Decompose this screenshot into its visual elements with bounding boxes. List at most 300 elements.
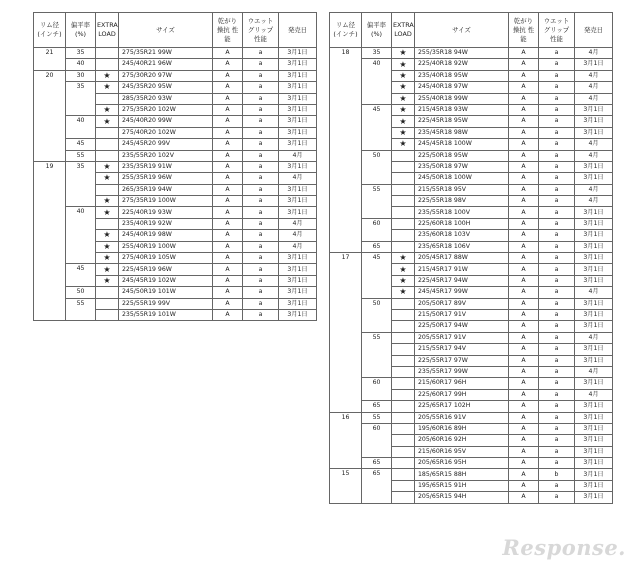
cell-extra-load: ★ [392,70,415,81]
cell-size: 225/60R18 100H [415,218,509,229]
cell-release-date: 3月1日 [575,253,613,264]
tire-spec-table-left [33,12,317,321]
cell-dry-handling: A [509,184,539,195]
cell-extra-load: ★ [392,287,415,298]
cell-extra-load [392,230,415,241]
table-row [330,378,613,389]
cell-extra-load: ★ [96,70,119,81]
table-row [34,48,317,59]
cell-dry-handling: A [213,127,243,138]
cell-release-date: 4月 [279,230,317,241]
cell-size: 235/40R19 92W [119,218,213,229]
cell-release-date: 4月 [575,287,613,298]
cell-extra-load [392,321,415,332]
table-row [330,104,613,115]
cell-dry-handling: A [509,70,539,81]
cell-release-date: 3月1日 [575,423,613,434]
cell-release-date: 3月1日 [279,161,317,172]
cell-extra-load [96,298,119,309]
header-wet-grip: ウエット グリップ 性能 [539,13,575,48]
cell-extra-load: ★ [392,139,415,150]
cell-release-date: 4月 [575,389,613,400]
cell-release-date: 3月1日 [575,435,613,446]
cell-release-date: 4月 [279,150,317,161]
cell-extra-load [96,287,119,298]
cell-dry-handling: A [509,298,539,309]
cell-dry-handling: A [509,309,539,320]
cell-dry-handling: A [509,116,539,127]
cell-release-date: 3月1日 [575,218,613,229]
table-row [34,298,317,309]
cell-wet-grip: a [539,70,575,81]
cell-wet-grip: a [243,127,279,138]
cell-dry-handling: A [509,139,539,150]
cell-extra-load [392,332,415,343]
header-rim-diameter: リム径 (インチ) [34,13,66,48]
cell-dry-handling: A [213,184,243,195]
cell-dry-handling: A [213,139,243,150]
table-row [330,253,613,264]
cell-release-date: 3月1日 [575,446,613,457]
cell-release-date: 3月1日 [575,241,613,252]
cell-rim-diameter: 18 [330,48,362,253]
cell-wet-grip: a [243,241,279,252]
cell-aspect-ratio: 45 [66,139,96,150]
cell-release-date: 3月1日 [575,230,613,241]
table-row [330,218,613,229]
cell-release-date: 4月 [575,48,613,59]
cell-extra-load: ★ [96,275,119,286]
cell-release-date: 3月1日 [575,480,613,491]
cell-dry-handling: A [509,173,539,184]
cell-size: 225/55R17 97W [415,355,509,366]
cell-size: 275/30R20 97W [119,70,213,81]
cell-aspect-ratio: 45 [362,253,392,299]
cell-extra-load [392,241,415,252]
cell-aspect-ratio: 30 [66,70,96,81]
cell-extra-load [96,309,119,320]
cell-dry-handling: A [213,253,243,264]
cell-aspect-ratio: 55 [66,298,96,321]
cell-release-date: 4月 [575,139,613,150]
cell-release-date: 3月1日 [575,469,613,480]
cell-wet-grip: a [539,59,575,70]
cell-release-date: 3月1日 [279,48,317,59]
cell-release-date: 3月1日 [575,207,613,218]
table-row [330,412,613,423]
cell-wet-grip: a [539,366,575,377]
cell-aspect-ratio: 50 [362,150,392,184]
cell-wet-grip: a [243,150,279,161]
cell-release-date: 3月1日 [279,275,317,286]
cell-wet-grip: a [539,218,575,229]
cell-aspect-ratio: 35 [66,48,96,59]
table-row [34,287,317,298]
table-row [330,48,613,59]
cell-release-date: 3月1日 [575,59,613,70]
cell-dry-handling: A [509,253,539,264]
cell-wet-grip: a [539,423,575,434]
cell-extra-load [392,196,415,207]
cell-release-date: 3月1日 [279,207,317,218]
header-aspect-ratio: 偏平率 (%) [362,13,392,48]
cell-extra-load: ★ [392,116,415,127]
cell-size: 215/60R16 95V [415,446,509,457]
cell-rim-diameter: 21 [34,48,66,71]
cell-dry-handling: A [509,469,539,480]
cell-size: 225/45R17 94W [415,275,509,286]
cell-release-date: 4月 [575,70,613,81]
cell-wet-grip: a [243,184,279,195]
cell-dry-handling: A [213,275,243,286]
cell-size: 225/50R18 95W [415,150,509,161]
cell-size: 245/40R19 98W [119,230,213,241]
cell-size: 235/55R19 101W [119,309,213,320]
table-row [330,150,613,161]
header-row [34,13,317,48]
table-row [34,70,317,81]
cell-extra-load [392,344,415,355]
cell-wet-grip: a [539,275,575,286]
header-size: サイズ [119,13,213,48]
cell-aspect-ratio: 60 [362,423,392,457]
cell-dry-handling: A [509,48,539,59]
cell-size: 275/35R20 102W [119,104,213,115]
cell-aspect-ratio: 35 [66,161,96,207]
cell-release-date: 3月1日 [279,104,317,115]
cell-dry-handling: A [213,161,243,172]
cell-size: 205/60R16 92H [415,435,509,446]
cell-wet-grip: a [243,264,279,275]
header-dry-handling: 乾がり 操抗 性能 [213,13,243,48]
cell-wet-grip: a [539,48,575,59]
cell-dry-handling: A [213,218,243,229]
cell-extra-load [392,161,415,172]
cell-wet-grip: a [243,59,279,70]
cell-wet-grip: a [539,389,575,400]
cell-dry-handling: A [509,93,539,104]
table-row [34,207,317,218]
cell-size: 275/40R19 105W [119,253,213,264]
cell-size: 225/55R19 99V [119,298,213,309]
header-wet-grip: ウエット グリップ 性能 [243,13,279,48]
cell-dry-handling: A [509,366,539,377]
cell-dry-handling: A [509,492,539,503]
cell-dry-handling: A [509,480,539,491]
cell-dry-handling: A [213,207,243,218]
cell-release-date: 3月1日 [279,264,317,275]
cell-dry-handling: A [509,207,539,218]
cell-wet-grip: a [243,48,279,59]
cell-size: 235/40R18 95W [415,70,509,81]
table-row [330,59,613,70]
cell-size: 245/40R18 97W [415,82,509,93]
cell-size: 245/45R17 99W [415,287,509,298]
cell-dry-handling: A [509,423,539,434]
cell-dry-handling: A [509,241,539,252]
cell-wet-grip: a [539,264,575,275]
cell-dry-handling: A [213,150,243,161]
cell-extra-load [392,207,415,218]
cell-size: 215/60R17 96H [415,378,509,389]
cell-size: 225/45R18 95W [415,116,509,127]
cell-size: 235/60R18 103V [415,230,509,241]
cell-extra-load [392,458,415,469]
cell-size: 275/35R21 99W [119,48,213,59]
table-row [330,401,613,412]
cell-wet-grip: a [539,378,575,389]
table-row [330,423,613,434]
cell-aspect-ratio: 55 [362,332,392,378]
cell-dry-handling: A [509,332,539,343]
cell-aspect-ratio: 65 [362,469,392,503]
cell-extra-load [96,184,119,195]
table-row [34,150,317,161]
cell-wet-grip: a [539,196,575,207]
cell-dry-handling: A [509,412,539,423]
cell-size: 185/65R15 88H [415,469,509,480]
cell-dry-handling: A [509,321,539,332]
header-size: サイズ [415,13,509,48]
table-row [34,264,317,275]
table-row [330,469,613,480]
table-body-right [330,48,613,504]
cell-wet-grip: a [539,401,575,412]
cell-aspect-ratio: 35 [66,82,96,116]
header-row [330,13,613,48]
cell-release-date: 3月1日 [575,355,613,366]
cell-wet-grip: a [539,298,575,309]
cell-size: 205/65R15 94H [415,492,509,503]
cell-size: 205/50R17 89V [415,298,509,309]
cell-dry-handling: A [509,104,539,115]
cell-release-date: 3月1日 [279,59,317,70]
table-row [34,116,317,127]
cell-wet-grip: a [243,104,279,115]
cell-extra-load [392,412,415,423]
cell-dry-handling: A [509,458,539,469]
cell-dry-handling: A [509,150,539,161]
cell-dry-handling: A [509,344,539,355]
cell-release-date: 3月1日 [575,275,613,286]
cell-aspect-ratio: 55 [362,184,392,218]
cell-extra-load: ★ [392,127,415,138]
cell-wet-grip: a [243,298,279,309]
cell-release-date: 3月1日 [279,298,317,309]
cell-dry-handling: A [509,82,539,93]
cell-release-date: 3月1日 [575,344,613,355]
cell-size: 255/40R18 99W [415,93,509,104]
cell-size: 245/50R19 101W [119,287,213,298]
cell-wet-grip: a [539,241,575,252]
header-rim-diameter: リム径 (インチ) [330,13,362,48]
cell-wet-grip: a [539,458,575,469]
cell-extra-load [392,366,415,377]
table-row [330,241,613,252]
cell-size: 225/45R19 96W [119,264,213,275]
cell-extra-load: ★ [96,104,119,115]
cell-extra-load [392,184,415,195]
cell-size: 285/35R20 93W [119,93,213,104]
cell-extra-load: ★ [392,59,415,70]
cell-extra-load [392,389,415,400]
cell-extra-load: ★ [96,173,119,184]
response-watermark: Response. [502,535,626,560]
cell-wet-grip: a [243,139,279,150]
cell-release-date: 4月 [279,241,317,252]
cell-dry-handling: A [509,127,539,138]
table-row [34,161,317,172]
cell-wet-grip: b [539,469,575,480]
cell-wet-grip: a [539,492,575,503]
cell-size: 245/45R19 102W [119,275,213,286]
cell-size: 215/45R17 91W [415,264,509,275]
cell-wet-grip: a [539,104,575,115]
cell-aspect-ratio: 40 [362,59,392,105]
cell-aspect-ratio: 65 [362,401,392,412]
cell-size: 225/40R18 92W [415,59,509,70]
cell-size: 225/60R17 99H [415,389,509,400]
cell-wet-grip: a [539,139,575,150]
cell-release-date: 3月1日 [575,161,613,172]
cell-dry-handling: A [509,401,539,412]
cell-dry-handling: A [509,264,539,275]
cell-release-date: 4月 [575,184,613,195]
cell-wet-grip: a [539,309,575,320]
cell-wet-grip: a [539,150,575,161]
cell-dry-handling: A [213,196,243,207]
cell-release-date: 3月1日 [575,309,613,320]
header-aspect-ratio: 偏平率 (%) [66,13,96,48]
cell-aspect-ratio: 45 [362,104,392,150]
cell-release-date: 3月1日 [575,173,613,184]
cell-size: 235/55R18 100V [415,207,509,218]
cell-release-date: 4月 [575,150,613,161]
cell-wet-grip: a [539,127,575,138]
cell-extra-load: ★ [96,253,119,264]
cell-aspect-ratio: 40 [66,207,96,264]
cell-dry-handling: A [213,298,243,309]
cell-release-date: 4月 [279,173,317,184]
cell-extra-load: ★ [392,104,415,115]
cell-extra-load [392,401,415,412]
cell-release-date: 3月1日 [575,401,613,412]
cell-dry-handling: A [213,82,243,93]
cell-size: 215/45R18 93W [415,104,509,115]
cell-wet-grip: a [539,412,575,423]
cell-dry-handling: A [213,264,243,275]
cell-extra-load [96,127,119,138]
cell-extra-load: ★ [392,48,415,59]
cell-extra-load: ★ [96,207,119,218]
cell-extra-load [392,150,415,161]
cell-wet-grip: a [243,287,279,298]
cell-size: 235/35R19 91W [119,161,213,172]
cell-extra-load [96,93,119,104]
tire-spec-table-right [329,12,613,504]
header-extra-load: EXTRA LOAD [392,13,415,48]
cell-size: 255/40R19 100W [119,241,213,252]
cell-size: 225/50R17 94W [415,321,509,332]
cell-aspect-ratio: 65 [362,241,392,252]
cell-dry-handling: A [509,59,539,70]
cell-release-date: 3月1日 [279,116,317,127]
cell-extra-load [392,492,415,503]
cell-wet-grip: a [539,321,575,332]
cell-dry-handling: A [213,173,243,184]
cell-size: 235/50R18 97W [415,161,509,172]
cell-release-date: 3月1日 [575,321,613,332]
cell-extra-load [392,355,415,366]
cell-wet-grip: a [243,70,279,81]
cell-dry-handling: A [213,287,243,298]
cell-extra-load: ★ [96,241,119,252]
cell-aspect-ratio: 45 [66,264,96,287]
cell-dry-handling: A [213,59,243,70]
cell-extra-load: ★ [96,82,119,93]
cell-wet-grip: a [539,344,575,355]
cell-extra-load: ★ [392,275,415,286]
cell-release-date: 3月1日 [279,139,317,150]
cell-size: 205/55R17 91V [415,332,509,343]
table-row [330,458,613,469]
cell-rim-diameter: 20 [34,70,66,161]
cell-wet-grip: a [539,435,575,446]
cell-release-date: 4月 [575,332,613,343]
cell-size: 245/45R20 99V [119,139,213,150]
cell-extra-load [96,59,119,70]
cell-extra-load: ★ [96,161,119,172]
cell-size: 255/35R18 94W [415,48,509,59]
cell-size: 225/40R19 93W [119,207,213,218]
cell-extra-load [392,309,415,320]
cell-size: 235/65R18 106V [415,241,509,252]
table-body-left [34,48,317,321]
table-row [34,139,317,150]
cell-dry-handling: A [509,446,539,457]
cell-extra-load [392,435,415,446]
cell-wet-grip: a [539,332,575,343]
cell-wet-grip: a [243,93,279,104]
cell-extra-load [392,218,415,229]
cell-rim-diameter: 17 [330,253,362,412]
cell-dry-handling: A [213,309,243,320]
cell-size: 215/50R17 91V [415,309,509,320]
header-extra-load: EXTRA LOAD [96,13,119,48]
cell-release-date: 3月1日 [279,127,317,138]
cell-wet-grip: a [243,161,279,172]
cell-extra-load [392,298,415,309]
table-row [330,298,613,309]
cell-rim-diameter: 19 [34,161,66,320]
cell-dry-handling: A [509,378,539,389]
cell-release-date: 3月1日 [279,184,317,195]
cell-release-date: 4月 [279,218,317,229]
cell-wet-grip: a [539,173,575,184]
table-row [330,332,613,343]
cell-wet-grip: a [243,207,279,218]
cell-aspect-ratio: 35 [362,48,392,59]
cell-size: 245/50R18 100W [415,173,509,184]
cell-release-date: 3月1日 [575,458,613,469]
cell-release-date: 3月1日 [575,127,613,138]
cell-wet-grip: a [539,184,575,195]
cell-extra-load [392,173,415,184]
cell-extra-load: ★ [96,196,119,207]
cell-release-date: 3月1日 [575,104,613,115]
cell-size: 265/35R19 94W [119,184,213,195]
cell-release-date: 4月 [575,93,613,104]
